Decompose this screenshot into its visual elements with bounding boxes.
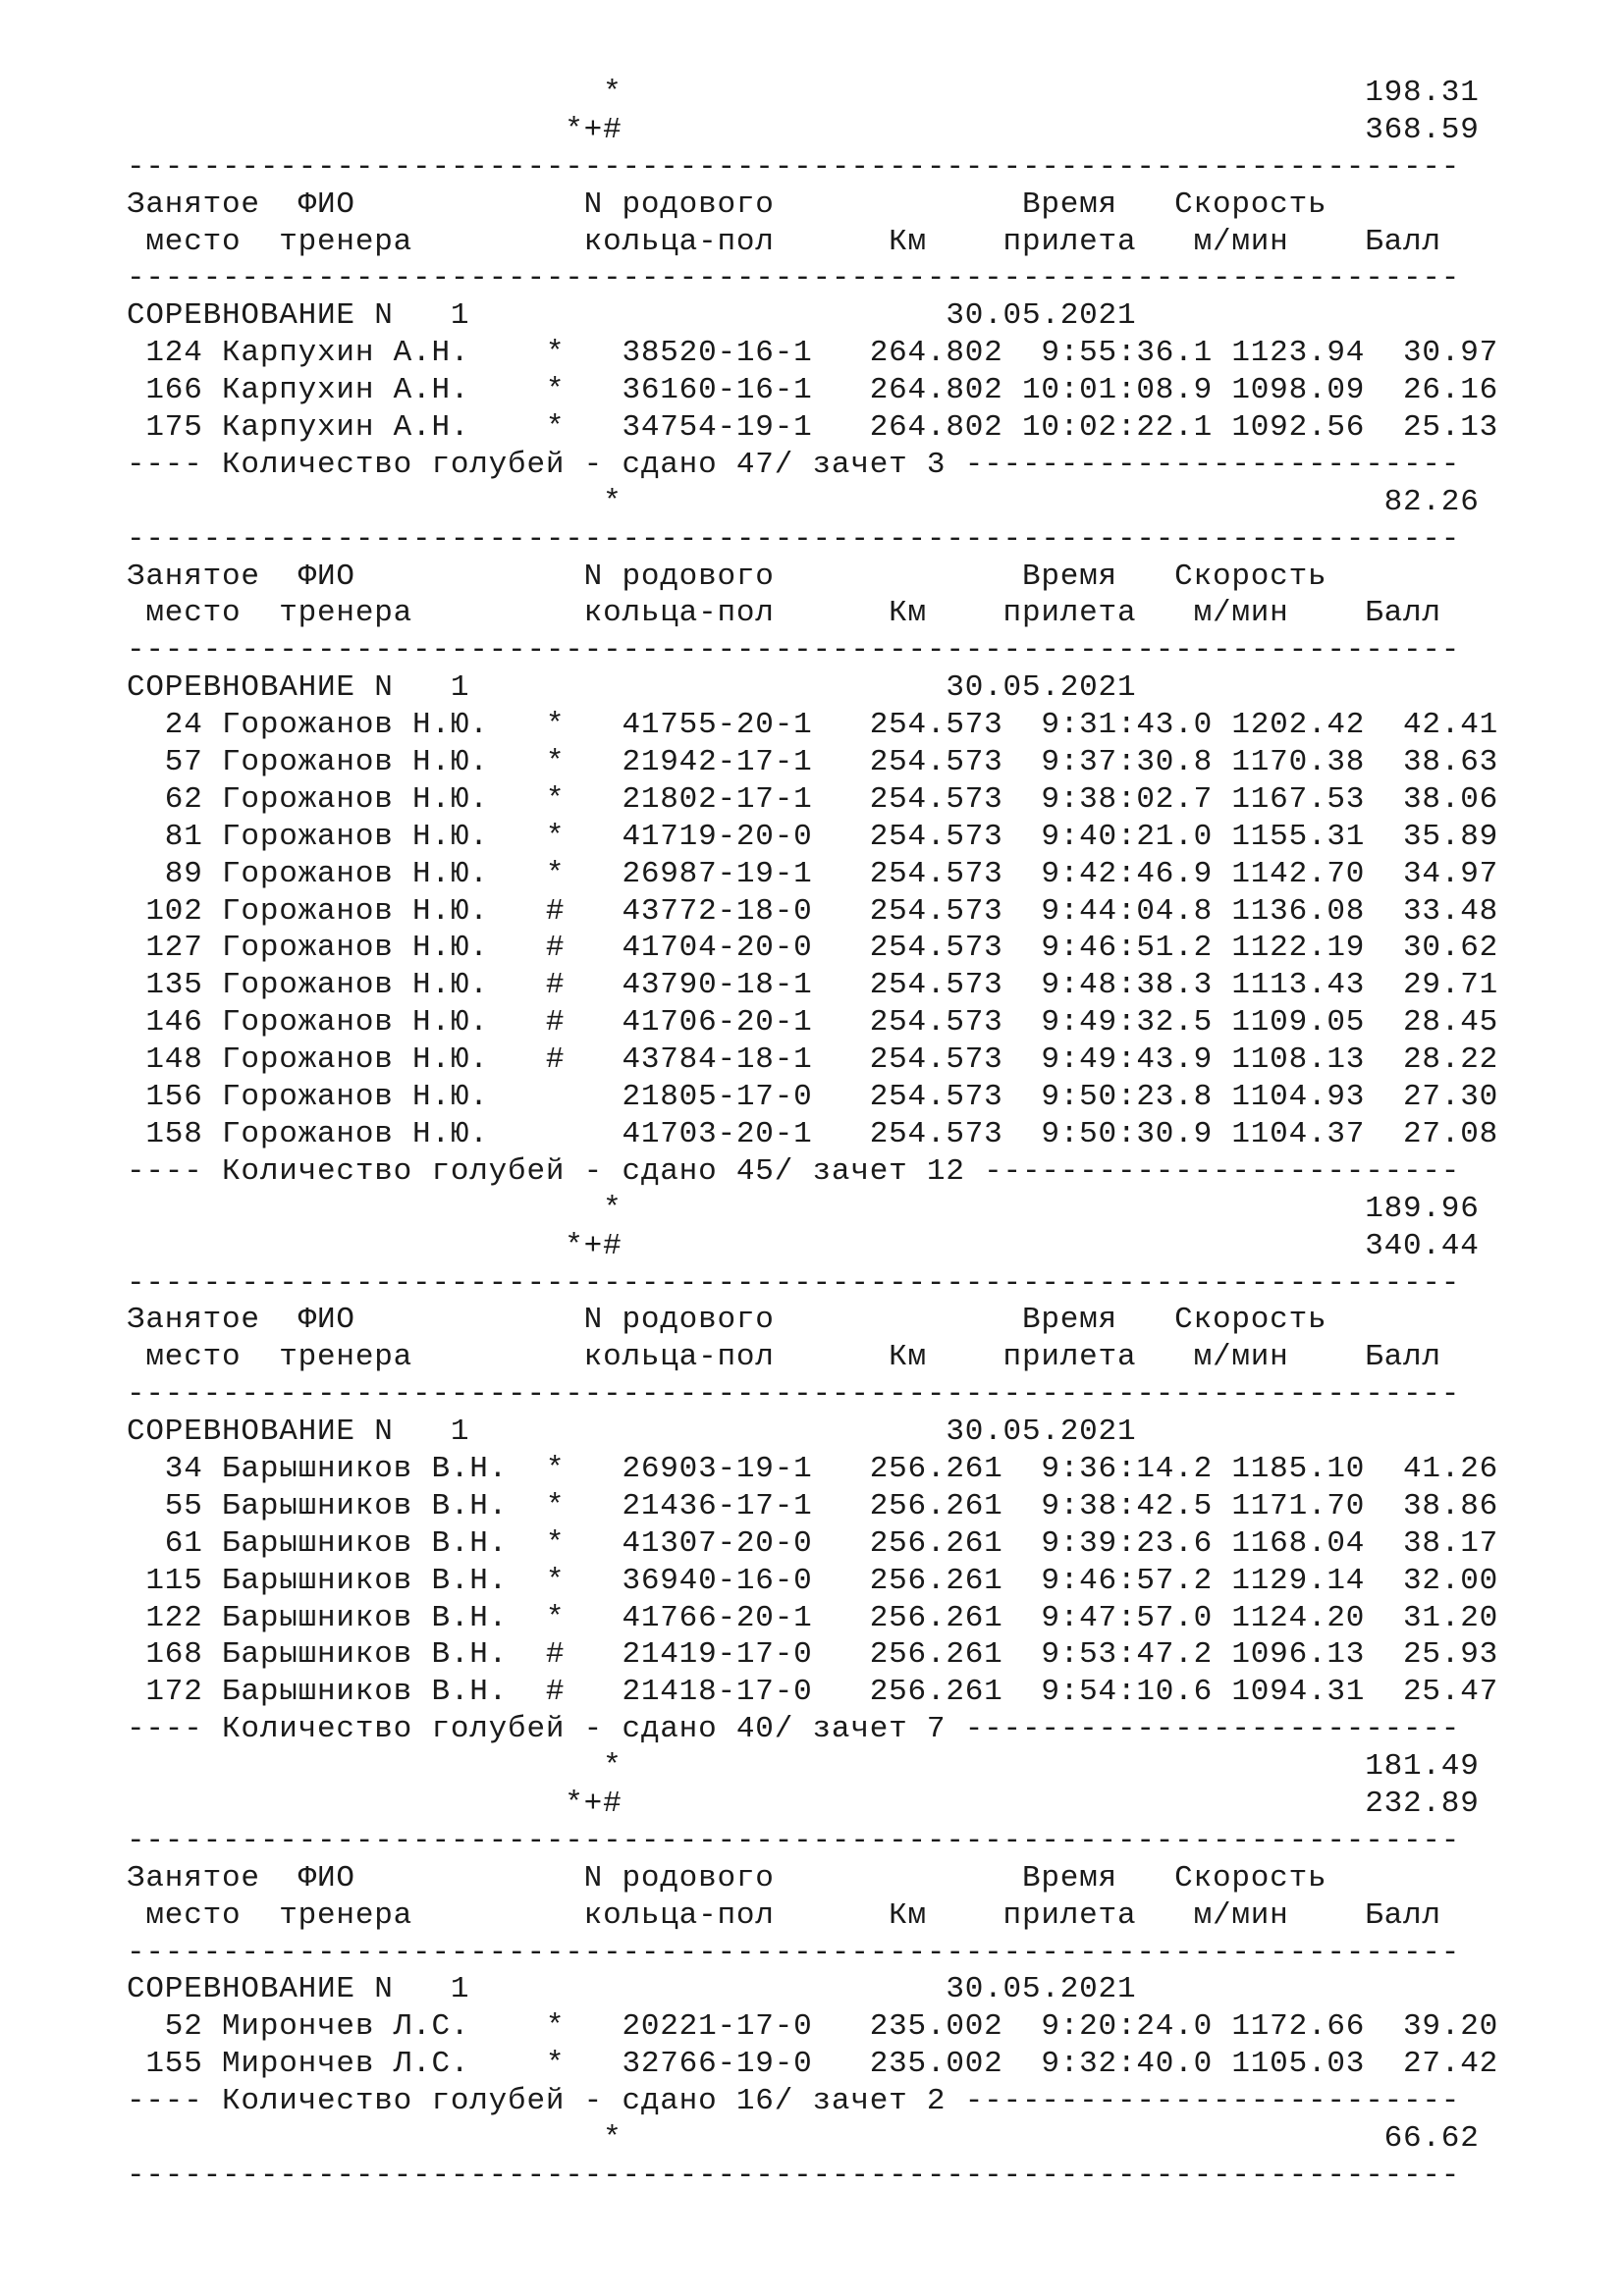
result-row: 127 Горожанов Н.Ю. # 41704-20-0 254.573 9:46:51.2 1122.19 30.62 — [127, 931, 1499, 966]
result-row: 155 Мирончев Л.С. * 32766-19-0 235.002 9:32:40.0 1105.03 27.42 — [127, 2047, 1499, 2082]
result-row: 122 Барышников В.Н. * 41766-20-1 256.261 9:47:57.0 1124.20 31.20 — [127, 1600, 1499, 1635]
competition-header: СОРЕВНОВАНИЕ N 1 30.05.2021 — [127, 298, 1137, 334]
result-row: 57 Горожанов Н.Ю. * 21942-17-1 254.573 9:37:30.8 1170.38 38.63 — [127, 745, 1499, 780]
competition-header: СОРЕВНОВАНИЕ N 1 30.05.2021 — [127, 1415, 1137, 1450]
divider-line: ---------------------------------------------------------------------- — [127, 1823, 1461, 1858]
score-subtotal: * 66.62 — [127, 2120, 1480, 2156]
pigeon-count-summary: ---- Количество голубей - сдано 40/ зачет 7 -------------------------- — [127, 1712, 1461, 1747]
score-subtotal: * 189.96 — [127, 1191, 1480, 1226]
result-row: 115 Барышников В.Н. * 36940-16-0 256.261 9:46:57.2 1129.14 32.00 — [127, 1563, 1499, 1598]
result-row: 148 Горожанов Н.Ю. # 43784-18-1 254.573 9:49:43.9 1108.13 28.22 — [127, 1042, 1499, 1078]
result-row: 102 Горожанов Н.Ю. # 43772-18-0 254.573 9:44:04.8 1136.08 33.48 — [127, 893, 1499, 929]
result-row: 135 Горожанов Н.Ю. # 43790-18-1 254.573 9:48:38.3 1113.43 29.71 — [127, 968, 1499, 1003]
column-header-row-2: место тренера кольца-пол Км прилета м/мин Балл — [127, 596, 1441, 631]
divider-line: ---------------------------------------------------------------------- — [127, 149, 1461, 185]
column-header-row-1: Занятое ФИО N родового Время Скорость — [127, 559, 1327, 594]
result-row: 89 Горожанов Н.Ю. * 26987-19-1 254.573 9:42:46.9 1142.70 34.97 — [127, 856, 1499, 891]
results-report — [127, 75, 1560, 2195]
column-header-row-2: место тренера кольца-пол Км прилета м/мин Балл — [127, 224, 1441, 259]
column-header-row-1: Занятое ФИО N родового Время Скорость — [127, 187, 1327, 222]
result-row: 175 Карпухин А.Н. * 34754-19-1 264.802 10:02:22.1 1092.56 25.13 — [127, 410, 1499, 446]
competition-header: СОРЕВНОВАНИЕ N 1 30.05.2021 — [127, 1972, 1137, 2007]
score-subtotal: * 82.26 — [127, 484, 1480, 519]
column-header-row-1: Занятое ФИО N родового Время Скорость — [127, 1860, 1327, 1896]
score-subtotal: *+# 368.59 — [127, 112, 1480, 147]
result-row: 52 Мирончев Л.С. * 20221-17-0 235.002 9:20:24.0 1172.66 39.20 — [127, 2009, 1499, 2045]
result-row: 168 Барышников В.Н. # 21419-17-0 256.261 9:53:47.2 1096.13 25.93 — [127, 1637, 1499, 1673]
divider-line: ---------------------------------------------------------------------- — [127, 1935, 1461, 1970]
result-row: 61 Барышников В.Н. * 41307-20-0 256.261 9:39:23.6 1168.04 38.17 — [127, 1525, 1499, 1561]
result-row: 158 Горожанов Н.Ю. 41703-20-1 254.573 9:50:30.9 1104.37 27.08 — [127, 1116, 1499, 1151]
pigeon-count-summary: ---- Количество голубей - сдано 47/ зачет 3 -------------------------- — [127, 447, 1461, 482]
result-row: 24 Горожанов Н.Ю. * 41755-20-1 254.573 9:31:43.0 1202.42 42.41 — [127, 708, 1499, 743]
result-row: 156 Горожанов Н.Ю. 21805-17-0 254.573 9:50:23.8 1104.93 27.30 — [127, 1080, 1499, 1115]
result-row: 124 Карпухин А.Н. * 38520-16-1 264.802 9:55:36.1 1123.94 30.97 — [127, 336, 1499, 371]
divider-line: ---------------------------------------------------------------------- — [127, 1377, 1461, 1413]
result-row: 172 Барышников В.Н. # 21418-17-0 256.261 9:54:10.6 1094.31 25.47 — [127, 1675, 1499, 1710]
divider-line: ---------------------------------------------------------------------- — [127, 2158, 1461, 2193]
result-row: 81 Горожанов Н.Ю. * 41719-20-0 254.573 9:40:21.0 1155.31 35.89 — [127, 819, 1499, 854]
score-subtotal: * 198.31 — [127, 76, 1480, 110]
pigeon-count-summary: ---- Количество голубей - сдано 45/ зачет 12 ------------------------- — [127, 1153, 1461, 1189]
result-row: 166 Карпухин А.Н. * 36160-16-1 264.802 10:01:08.9 1098.09 26.16 — [127, 373, 1499, 408]
result-row: 55 Барышников В.Н. * 21436-17-1 256.261 9:38:42.5 1171.70 38.86 — [127, 1488, 1499, 1523]
result-row: 34 Барышников В.Н. * 26903-19-1 256.261 9:36:14.2 1185.10 41.26 — [127, 1451, 1499, 1486]
score-subtotal: * 181.49 — [127, 1749, 1480, 1785]
result-row: 62 Горожанов Н.Ю. * 21802-17-1 254.573 9:38:02.7 1167.53 38.06 — [127, 781, 1499, 817]
result-row: 146 Горожанов Н.Ю. # 41706-20-1 254.573 9:49:32.5 1109.05 28.45 — [127, 1005, 1499, 1041]
score-subtotal: *+# 232.89 — [127, 1786, 1480, 1821]
divider-line: ---------------------------------------------------------------------- — [127, 633, 1461, 668]
score-subtotal: *+# 340.44 — [127, 1228, 1480, 1263]
divider-line: ---------------------------------------------------------------------- — [127, 521, 1461, 557]
column-header-row-2: место тренера кольца-пол Км прилета м/мин Балл — [127, 1340, 1441, 1375]
divider-line: ---------------------------------------------------------------------- — [127, 261, 1461, 296]
pigeon-count-summary: ---- Количество голубей - сдано 16/ зачет 2 -------------------------- — [127, 2084, 1461, 2119]
competition-header: СОРЕВНОВАНИЕ N 1 30.05.2021 — [127, 670, 1137, 706]
column-header-row-1: Занятое ФИО N родового Время Скорость — [127, 1303, 1327, 1338]
column-header-row-2: место тренера кольца-пол Км прилета м/мин Балл — [127, 1897, 1441, 1933]
divider-line: ---------------------------------------------------------------------- — [127, 1265, 1461, 1301]
